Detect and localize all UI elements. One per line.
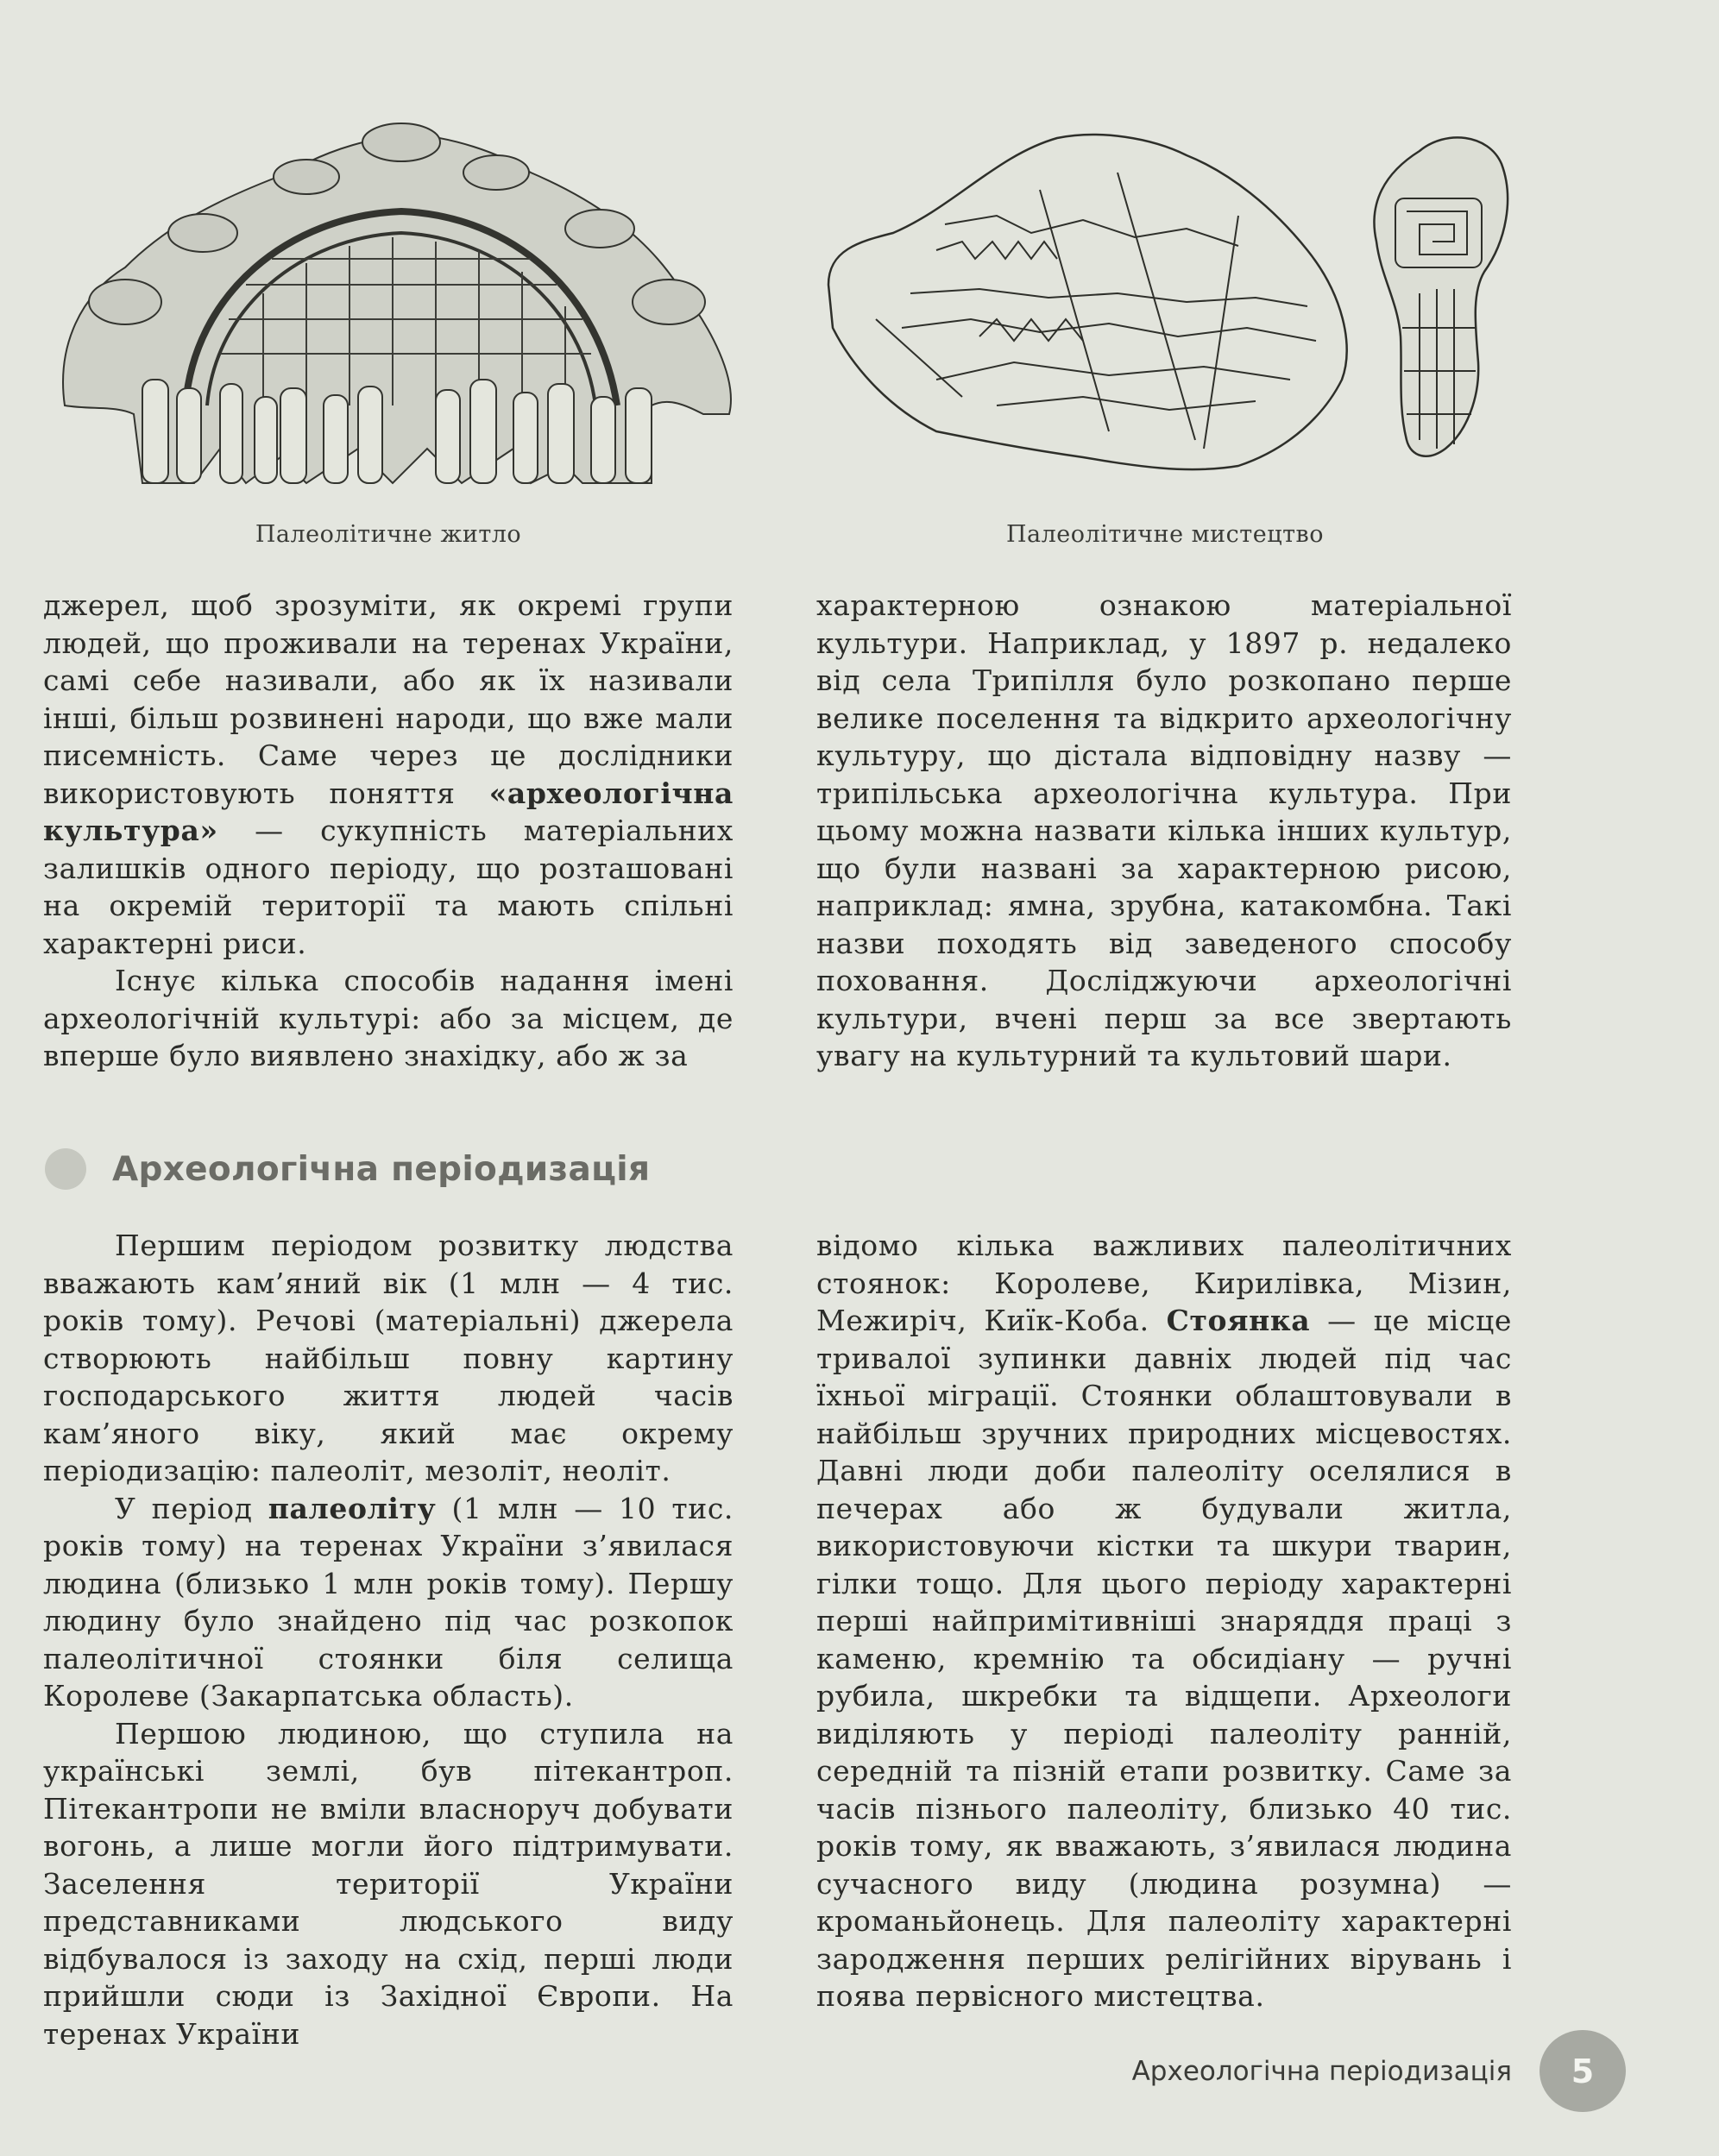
- text-run: (1 млн — 10 тис. років тому) на теренах України з’явилася людина (близько 1 млн років тому). Першу людину було знайдено під час розкопок палеолітичної стоянки біля селища Королеве (Закарпатська область).: [43, 1491, 734, 1713]
- paragraph: [816, 1227, 1512, 2015]
- text-run: Першим періодом розвитку людства вважають кам’яний вік (1 млн — 4 тис. років тому). Речові (матеріальні) джерела створюють найбільш повну картину господарського життя людей часів кам’яного віку, який має окрему періодизацію: палеоліт, мезоліт, неоліт.: [43, 1229, 734, 1487]
- text-run: джерел, щоб зрозуміти, як окремі групи людей, що проживали на теренах України, самі себе називали, або як їх називали інші, більш розвинені народи, що вже мали писемність. Саме через це дослідники використовують поняття: [43, 588, 734, 810]
- text-run: — сукупність матеріальних залишків одного періоду, що розташовані на окремій території та мають спільні характерні риси.: [43, 814, 734, 960]
- paragraph: [43, 587, 734, 962]
- bottom-left-column: [43, 1227, 734, 2052]
- bold-term: палеоліту: [268, 1491, 437, 1525]
- paragraph: [43, 1715, 734, 2053]
- text-run: характерною ознакою матеріальної культури. Наприклад, у 1897 р. недалеко від села Трипілля було розкопано перше велике поселення та відкрито археологічну культуру, що дістала відповідну назву — трипільська археологічна культура. При цьому можна назвати кілька інших культур, що були названі за характерною рисою, наприклад: ямна, зрубна, катакомбна. Такі назви походять від заведеного способу поховання. Досліджуючи археологічні культури, вчені перш за все звертають увагу на культурний та культовий шари.: [816, 588, 1512, 1072]
- paleolithic-dwelling-illustration: [47, 121, 738, 487]
- bold-term: «археологічна культура»: [43, 776, 734, 847]
- bottom-right-column: [816, 1227, 1512, 2015]
- top-right-column: [816, 587, 1512, 1075]
- text-run: У період: [115, 1491, 268, 1525]
- section-bullet-icon: [45, 1148, 86, 1190]
- paleolithic-art-illustration: [824, 121, 1514, 487]
- text-run: Існує кілька способів надання імені археологічній культурі: або за місцем, де вперше було виявлено знахідку, або ж за: [43, 964, 734, 1072]
- section-title: Археологічна періодизація: [112, 1149, 651, 1189]
- paragraph: [43, 962, 734, 1075]
- text-run: відомо кілька важливих палеолітичних стоянок: Королеве, Кирилівка, Мізин, Межиріч, Киїк-Коба.: [816, 1229, 1512, 1337]
- left-figure-caption: Палеолітичне житло: [255, 521, 522, 548]
- text-run: — це місце тривалої зупинки давніх людей під час їхньої міграції. Стоянки облаштовували в найбільш зручних природних місцевостях. Давні люди доби палеоліту оселялися в печерах або ж будували житла, використовуючи кістки та шкури тварин, гілки тощо. Для цього періоду характерні перші найпримітивніші знаряддя праці з каменю, кремнію та обсидіану — ручні рубила, шкребки та відщепи. Археологи виділяють у періоді палеоліту ранній, середній та пізній етапи розвитку. Саме за часів пізнього палеоліту, близько 40 тис. років тому, як вважають, з’явилася людина сучасного виду (людина розумна) — кроманьйонець. Для палеоліту характерні зародження перших релігійних вірувань і поява первісного мистецтва.: [816, 1304, 1512, 2013]
- running-footer-title: Археологічна періодизація: [1131, 2056, 1512, 2087]
- bold-term: Стоянка: [1166, 1304, 1311, 1337]
- paragraph: [43, 1490, 734, 1715]
- right-figure-caption: Палеолітичне мистецтво: [1006, 521, 1324, 548]
- top-left-column: [43, 587, 734, 1075]
- page-number: 5: [1540, 2030, 1626, 2112]
- section-heading: [45, 1139, 650, 1199]
- paragraph: [43, 1227, 734, 1490]
- paragraph: [816, 587, 1512, 1075]
- text-run: Першою людиною, що ступила на українські землі, був пітекантроп. Пітекантропи не вміли власноруч добувати вогонь, а лише могли його підтримувати. Заселення території України представниками людського виду відбувалося із заходу на схід, перші люди прийшли сюди із Західної Європи. На теренах України: [43, 1716, 734, 2051]
